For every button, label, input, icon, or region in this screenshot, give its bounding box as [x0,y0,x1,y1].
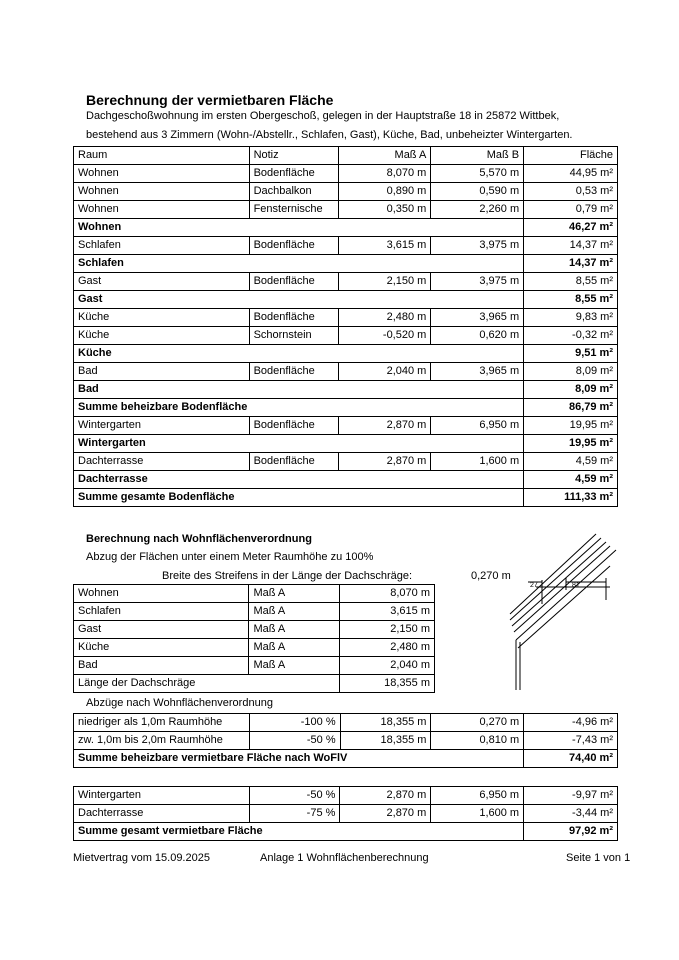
header-notiz: Notiz [249,147,338,165]
abzuege-label: Abzüge nach Wohnflächenverordnung [86,697,273,709]
cell-raum: Schlafen [74,603,249,621]
cell-flaeche: -3,44 m² [524,805,618,823]
dachschraege-table-body [74,585,435,693]
cell-mass-a: 2,040 m [338,363,431,381]
cell-mass-a: 0,350 m [338,201,431,219]
subtotal-row [74,489,618,507]
cell-flaeche: 14,37 m² [524,237,618,255]
cell-raum: Küche [74,639,249,657]
cell-flaeche: -7,43 m² [524,732,618,750]
subtotal-value: 46,27 m² [524,219,618,237]
table-row [74,714,618,732]
cell-flaeche: 8,09 m² [524,363,618,381]
subtotal-label: Küche [74,345,524,363]
table-row [74,621,435,639]
cell-flaeche: 0,53 m² [524,183,618,201]
cell-notiz: Bodenfläche [249,417,338,435]
dim-label-27: 27 [530,582,538,589]
table-row [74,183,618,201]
table-row [74,273,618,291]
table-row [74,585,435,603]
rafter-line-1 [510,534,596,614]
cell-raum: Küche [74,309,250,327]
abzug-line: Abzug der Flächen unter einem Meter Raumhöhe zu 100% [86,551,374,563]
subtotal-row [74,219,618,237]
total-row [74,750,618,768]
cell-mass-a: 2,870 m [338,453,431,471]
cell-notiz: Bodenfläche [249,273,338,291]
cell-value: 2,480 m [340,639,435,657]
cell-label: zw. 1,0m bis 2,0m Raumhöhe [74,732,250,750]
subtotal-label: Summe gesamte Bodenfläche [74,489,524,507]
cell-raum: Bad [74,657,249,675]
cell-mass-a: 0,890 m [338,183,431,201]
table-row [74,639,435,657]
cell-mass-a: 2,870 m [338,417,431,435]
subtotal-value: 19,95 m² [524,435,618,453]
streifen-value: 0,270 m [471,570,511,582]
cell-raum: Wohnen [74,165,250,183]
cell-flaeche: 19,95 m² [524,417,618,435]
total-value: 74,40 m² [524,750,618,768]
cell-flaeche: -4,96 m² [524,714,618,732]
table-row [74,732,618,750]
cell-raum: Bad [74,363,250,381]
area-table [73,146,618,507]
total-label: Summe gesamt vermietbare Fläche [74,823,524,841]
footer-center: Anlage 1 Wohnflächenberechnung [260,852,429,864]
subtotal-label: Wohnen [74,219,524,237]
subtotal-label: Summe beheizbare Bodenfläche [74,399,524,417]
subtotal-value: 4,59 m² [524,471,618,489]
section-wofiv-heading: Berechnung nach Wohnflächenverordnung [86,533,312,545]
cell-raum: Schlafen [74,237,250,255]
cell-mass-b: 6,950 m [431,787,524,805]
cell-mass-a: 2,480 m [338,309,431,327]
header-mass-a: Maß A [338,147,431,165]
cell-notiz: Bodenfläche [249,165,338,183]
cell-mass-b: 2,260 m [431,201,524,219]
cell-mass-b: 0,590 m [431,183,524,201]
cell-flaeche: 0,79 m² [524,201,618,219]
cell-flaeche: 4,59 m² [524,453,618,471]
cell-notiz: Schornstein [249,327,338,345]
cell-flaeche: 8,55 m² [524,273,618,291]
table-row [74,237,618,255]
subtotal-row [74,345,618,363]
cell-value: 8,070 m [340,585,435,603]
header-raum: Raum [74,147,250,165]
cell-mass: Maß A [249,621,340,639]
table-row [74,327,618,345]
cell-mass-b: 3,975 m [431,237,524,255]
table-header-row [74,147,618,165]
cell-label: niedriger als 1,0m Raumhöhe [74,714,250,732]
cell-raum: Gast [74,621,249,639]
cell-mass-b: 1,600 m [431,453,524,471]
cell-percent: -100 % [249,714,340,732]
cell-label: Dachterrasse [74,805,250,823]
intro-line-1: Dachgeschoßwohnung im ersten Obergeschoß, gelegen in der Hauptstraße 18 in 25872 Wittbek, [86,110,560,122]
table-row [74,417,618,435]
total-row [74,823,618,841]
intro-line-2: bestehend aus 3 Zimmern (Wohn-/Abstellr., Schlafen, Gast), Küche, Bad, unbeheizter Wintergarten. [86,129,573,141]
cell-mass-a: 3,615 m [338,237,431,255]
inner-slope-line [518,566,610,648]
cell-mass-a: 18,355 m [340,714,431,732]
cell-label: Wintergarten [74,787,250,805]
table-row [74,165,618,183]
cell-value: 3,615 m [340,603,435,621]
table-row [74,787,618,805]
abzuege-table [73,713,618,768]
subtotal-value: 111,33 m² [524,489,618,507]
cell-percent: -50 % [249,732,340,750]
subtotal-value: 86,79 m² [524,399,618,417]
cell-flaeche: -0,32 m² [524,327,618,345]
laenge-label: Länge der Dachschräge [74,675,340,693]
subtotal-row [74,471,618,489]
subtotal-label: Gast [74,291,524,309]
cell-mass-b: 3,975 m [431,273,524,291]
cell-flaeche: 9,83 m² [524,309,618,327]
subtotal-label: Schlafen [74,255,524,273]
cell-mass: Maß A [249,603,340,621]
cell-raum: Küche [74,327,250,345]
subtotal-label: Wintergarten [74,435,524,453]
subtotal-value: 8,09 m² [524,381,618,399]
area-table-body [74,165,618,507]
rafter-line-4 [514,546,610,632]
cell-notiz: Bodenfläche [249,237,338,255]
rafter-line-3 [512,542,606,626]
cell-mass-b: 0,620 m [431,327,524,345]
footer-left: Mietvertrag vom 15.09.2025 [73,852,210,864]
dachschraege-table [73,584,435,693]
cell-mass-b: 5,570 m [431,165,524,183]
cell-notiz: Bodenfläche [249,363,338,381]
subtotal-value: 14,37 m² [524,255,618,273]
cell-notiz: Bodenfläche [249,453,338,471]
page-title: Berechnung der vermietbaren Fläche [86,92,334,108]
cell-raum: Wintergarten [74,417,250,435]
laenge-row [74,675,435,693]
cell-mass-a: -0,520 m [338,327,431,345]
subtotal-row [74,381,618,399]
subtotal-value: 9,51 m² [524,345,618,363]
total-table-body [74,787,618,841]
table-row [74,603,435,621]
cell-mass: Maß A [249,585,340,603]
subtotal-row [74,255,618,273]
cell-mass-b: 6,950 m [431,417,524,435]
cell-value: 2,040 m [340,657,435,675]
subtotal-row [74,291,618,309]
header-mass-b: Maß B [431,147,524,165]
subtotal-label: Bad [74,381,524,399]
total-table [73,786,618,841]
cell-mass-a: 2,150 m [338,273,431,291]
table-row [74,805,618,823]
streifen-label: Breite des Streifens in der Länge der Dachschräge: [162,570,413,582]
table-row [74,363,618,381]
cell-mass-a: 18,355 m [340,732,431,750]
cell-percent: -50 % [249,787,340,805]
cell-raum: Wohnen [74,201,250,219]
table-row [74,453,618,471]
cell-flaeche: -9,97 m² [524,787,618,805]
total-value: 97,92 m² [524,823,618,841]
cell-mass-a: 2,870 m [340,787,431,805]
table-row [74,201,618,219]
abzuege-table-body [74,714,618,768]
rafter-line-2 [510,538,601,620]
cell-raum: Wohnen [74,585,249,603]
laenge-value: 18,355 m [340,675,435,693]
header-flaeche: Fläche [524,147,618,165]
cell-mass-b: 0,270 m [431,714,524,732]
cell-raum: Dachterrasse [74,453,250,471]
subtotal-value: 8,55 m² [524,291,618,309]
cell-mass: Maß A [249,657,340,675]
cell-mass-a: 8,070 m [338,165,431,183]
dim-label-81: 81 [572,582,580,589]
subtotal-row [74,435,618,453]
total-label: Summe beheizbare vermietbare Fläche nach WoFlV [74,750,524,768]
footer-right: Seite 1 von 1 [566,852,631,864]
cell-notiz: Dachbalkon [249,183,338,201]
table-row [74,309,618,327]
cell-mass-b: 3,965 m [431,363,524,381]
cell-percent: -75 % [249,805,340,823]
cell-mass-a: 2,870 m [340,805,431,823]
cell-mass-b: 3,965 m [431,309,524,327]
cell-raum: Wohnen [74,183,250,201]
cell-value: 2,150 m [340,621,435,639]
cell-raum: Gast [74,273,250,291]
table-row [74,657,435,675]
cell-mass-b: 0,810 m [431,732,524,750]
cell-notiz: Bodenfläche [249,309,338,327]
subtotal-label: Dachterrasse [74,471,524,489]
cell-mass-b: 1,600 m [431,805,524,823]
cell-mass: Maß A [249,639,340,657]
roof-slope-diagram [506,530,618,692]
cell-flaeche: 44,95 m² [524,165,618,183]
subtotal-row [74,399,618,417]
cell-notiz: Fensternische [249,201,338,219]
